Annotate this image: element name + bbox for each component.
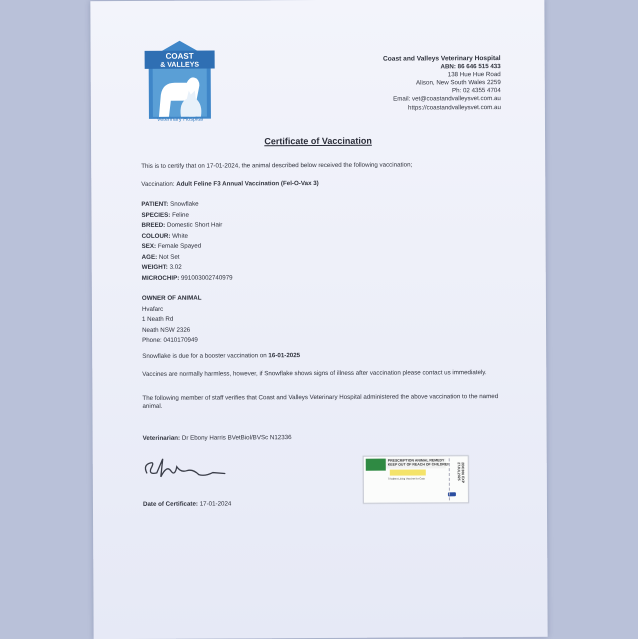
logo-text-line1: COAST [165, 51, 194, 61]
field-key: BREED: [141, 221, 166, 229]
field-value: 991003002740979 [180, 273, 233, 282]
veterinarian-signature [141, 452, 231, 482]
certificate-sheet [90, 0, 547, 639]
sticker-batch-text: 2BC306 EXP 27JUL2025 [456, 462, 465, 484]
date-of-certificate-value: 17-01-2024 [199, 500, 232, 508]
field-key: AGE: [141, 253, 158, 261]
patient-field-row [141, 199, 232, 210]
patient-field-row [141, 210, 232, 221]
owner-phone: Phone: 0410170949 [142, 336, 198, 344]
hospital-details [383, 55, 501, 112]
sticker-header-line1: PRESCRIPTION ANIMAL REMEDY [387, 458, 445, 463]
vaccination-value: Adult Feline F3 Annual Vaccination (Fel-O-Vax 3) [176, 179, 319, 188]
hospital-address-line1: 138 Hue Hue Road [447, 71, 501, 79]
veterinarian-value: Dr Ebony Harris BVetBiol/BVSc N12336 [181, 434, 292, 442]
owner-details [142, 294, 202, 347]
cat-icon [366, 459, 386, 471]
veterinarian-label: Veterinarian: [142, 434, 181, 442]
hospital-abn: ABN: 86 646 515 433 [440, 63, 501, 71]
field-key: COLOUR: [141, 232, 171, 240]
field-value: Not Set [158, 253, 180, 261]
patient-field-row [142, 231, 233, 242]
coast-and-valleys-logo [141, 39, 219, 129]
date-of-certificate-line [143, 500, 231, 507]
hospital-address-line2: Alison, New South Wales 2259 [416, 79, 501, 87]
hospital-name: Coast and Valleys Veterinary Hospital [382, 55, 501, 63]
intro-text: This is to certify that on 17-01-2024, the animal described below received the following vaccination; [141, 161, 413, 170]
field-key: MICROCHIP: [141, 274, 180, 282]
sticker-header [388, 458, 450, 467]
veterinarian-line [143, 434, 292, 442]
warning-text: Vaccines are normally harmless, however, if Snowflake shows signs of illness after vaccination please contact us immediately. [142, 369, 487, 378]
field-value: White [172, 232, 189, 240]
date-of-certificate-label: Date of Certificate: [142, 500, 199, 508]
logo-text-line2: & VALLEYS [160, 61, 200, 69]
owner-heading: OWNER OF ANIMAL [141, 294, 202, 302]
field-key: WEIGHT: [141, 263, 168, 271]
booster-line [142, 352, 300, 360]
patient-field-row [142, 241, 233, 252]
staff-verification-text: The following member of staff verifies that Coast and Valleys Veterinary Hospital administered the above vaccination to the named animal. [142, 393, 499, 410]
field-value: Snowflake [170, 200, 199, 208]
field-key: PATIENT: [141, 200, 169, 208]
patient-details [141, 199, 232, 283]
vaccination-label: Vaccination: [141, 180, 175, 188]
vaccine-batch-sticker [363, 455, 469, 504]
field-value: Female Spayed [157, 242, 202, 250]
field-value: Domestic Short Hair [166, 221, 223, 229]
sticker-header-line2: KEEP OUT OF REACH OF CHILDREN [387, 462, 450, 467]
patient-field-row [141, 220, 232, 231]
patient-field-row [142, 273, 233, 284]
patient-field-row [142, 252, 233, 263]
field-key: SPECIES: [141, 211, 171, 219]
booster-text: Snowflake is due for a booster vaccination on [142, 352, 269, 360]
hospital-phone: Ph: 02 4355 4704 [451, 87, 501, 95]
hospital-email: Email: vet@coastandvalleysvet.com.au [393, 95, 501, 104]
vaccination-line [141, 180, 318, 188]
sticker-description: Trivalent Living Vaccine for Cats [387, 477, 425, 481]
patient-field-row [142, 262, 233, 273]
owner-street: 1 Neath Rd [141, 315, 174, 323]
field-value: Feline [172, 211, 189, 219]
field-key: SEX: [141, 242, 157, 250]
hospital-website: https://coastandvalleysvet.com.au [408, 103, 501, 112]
sticker-product-band [390, 469, 426, 475]
field-value: 3.02 [169, 263, 182, 271]
logo-caption: Veterinary Hospital [156, 116, 204, 123]
booster-date: 16-01-2025 [268, 352, 301, 360]
owner-suburb: Neath NSW 2326 [142, 326, 191, 334]
certificate-title: Certificate of Vaccination [264, 135, 372, 147]
owner-name: Hvafarc [141, 305, 164, 313]
